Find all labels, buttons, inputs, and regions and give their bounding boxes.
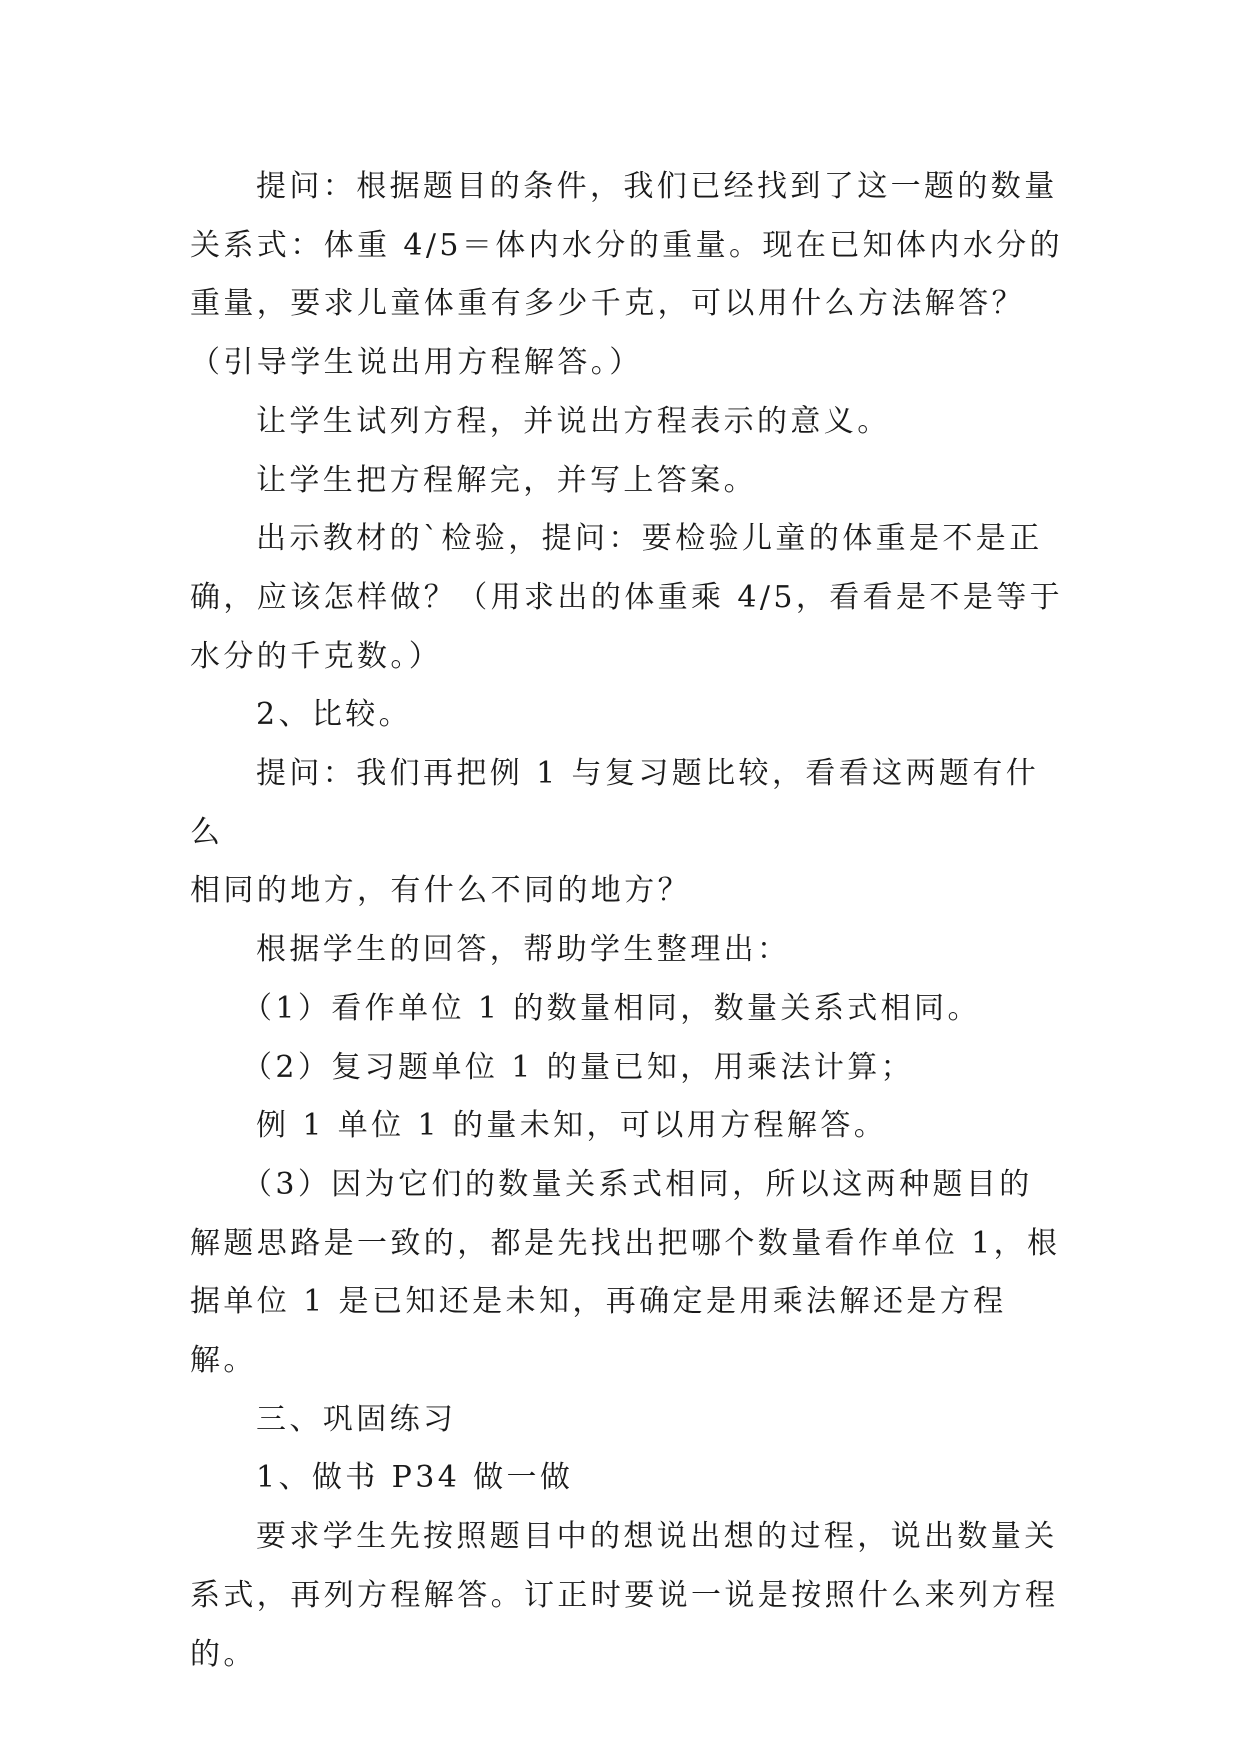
text-line: 据单位 1 是已知还是未知，再确定是用乘法解还是方程解。: [190, 1284, 1007, 1379]
list-item-3: [190, 1156, 1070, 1391]
list-item-2-continued: [190, 1097, 1070, 1156]
text-line: 2、比较。: [256, 697, 413, 733]
section-heading-compare: [190, 686, 1070, 745]
text-line: 关系式：体重 4/5＝体内水分的重量。现在已知体内水分的: [190, 227, 1064, 263]
text-line: 要求学生先按照题目中的想说出想的过程，说出数量关: [256, 1519, 1058, 1555]
text-line: 重量，要求儿童体重有多少千克，可以用什么方法解答？: [190, 286, 1025, 322]
text-line: 例 1 单位 1 的量未知，可以用方程解答。: [256, 1108, 888, 1144]
text-line: （1）看作单位 1 的数量相同，数量关系式相同。: [242, 990, 981, 1026]
text-line: 1、做书 P34 做一做: [256, 1460, 574, 1496]
text-line: 水分的千克数。）: [190, 638, 443, 674]
paragraph-exercise-ref: [190, 1449, 1070, 1508]
text-line: 出示教材的`检验，提问：要检验儿童的体重是不是正: [256, 521, 1043, 557]
text-line: 解题思路是一致的，都是先找出把哪个数量看作单位 1，根: [190, 1225, 1061, 1261]
text-line: 让学生试列方程，并说出方程表示的意义。: [256, 403, 891, 439]
paragraph-exercise-instructions: [190, 1508, 1070, 1684]
text-line: 提问：根据题目的条件，我们已经找到了这一题的数量: [256, 169, 1058, 204]
list-item-1: [190, 980, 1070, 1039]
section-heading-practice: [190, 1391, 1070, 1450]
text-line: 三、巩固练习: [256, 1401, 457, 1437]
document-body: [190, 158, 1070, 1684]
text-line: 系式，再列方程解答。订正时要说一说是按照什么来列方程: [190, 1577, 1059, 1613]
text-line: 提问：我们再把例 1 与复习题比较，看看这两题有什么: [190, 756, 1040, 850]
text-line: 相同的地方，有什么不同的地方？: [190, 873, 691, 909]
text-line: 的。: [190, 1636, 257, 1672]
paragraph-compare-question: [190, 745, 1070, 921]
list-item-2: [190, 1039, 1070, 1098]
text-line: （引导学生说出用方程解答。）: [190, 345, 643, 381]
text-line: （3）因为它们的数量关系式相同，所以这两种题目的: [242, 1166, 1033, 1202]
paragraph-verification: [190, 510, 1070, 686]
text-line: （2）复习题单位 1 的量已知，用乘法计算；: [242, 1049, 915, 1085]
text-line: 根据学生的回答，帮助学生整理出：: [256, 932, 791, 968]
paragraph-question-weight: [190, 158, 1070, 393]
text-line: 确，应该怎样做？（用求出的体重乘 4/5，看看是不是等于: [190, 579, 1064, 615]
paragraph-summary-intro: [190, 921, 1070, 980]
text-line: 让学生把方程解完，并写上答案。: [256, 462, 757, 498]
paragraph-list-equation: [190, 393, 1070, 452]
paragraph-solve-equation: [190, 452, 1070, 511]
